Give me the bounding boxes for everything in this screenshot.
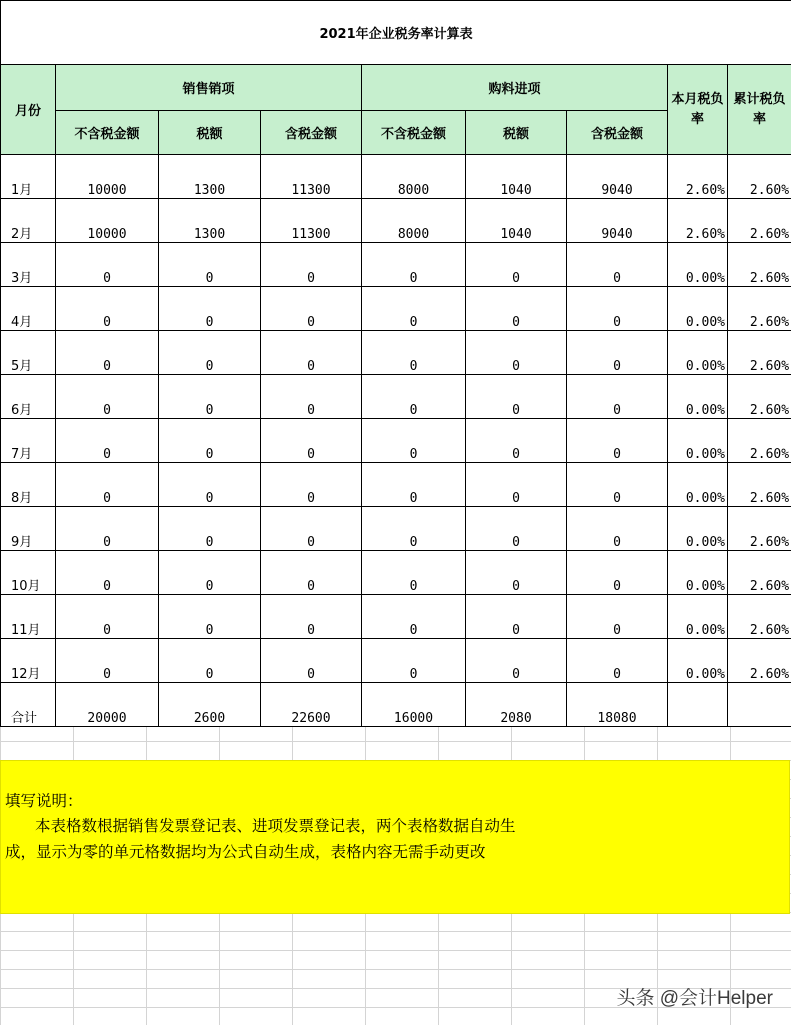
header-purchase-tax[interactable]: 税额	[466, 111, 567, 155]
amount-cell[interactable]: 0	[362, 287, 466, 331]
monthly-rate-cell[interactable]: 0.00%	[668, 507, 728, 551]
amount-cell[interactable]: 0	[362, 463, 466, 507]
amount-cell[interactable]: 0	[466, 375, 567, 419]
amount-cell[interactable]: 0	[466, 507, 567, 551]
amount-cell[interactable]: 0	[56, 639, 159, 683]
amount-cell[interactable]: 0	[159, 507, 261, 551]
header-purchase-pre-tax[interactable]: 不含税金额	[362, 111, 466, 155]
amount-cell[interactable]: 11300	[261, 199, 362, 243]
amount-cell[interactable]: 0	[159, 287, 261, 331]
monthly-rate-cell[interactable]: 0.00%	[668, 639, 728, 683]
table-row	[1, 331, 791, 375]
amount-cell[interactable]: 11300	[261, 155, 362, 199]
monthly-rate-cell[interactable]: 0.00%	[668, 419, 728, 463]
month-cell[interactable]: 3月	[1, 243, 56, 287]
amount-cell[interactable]: 0	[56, 419, 159, 463]
amount-cell[interactable]: 0	[362, 419, 466, 463]
amount-cell[interactable]: 0	[362, 639, 466, 683]
month-cell[interactable]: 9月	[1, 507, 56, 551]
table-row	[1, 639, 791, 683]
month-cell[interactable]: 12月	[1, 639, 56, 683]
cumulative-rate-cell[interactable]: 2.60%	[728, 507, 791, 551]
amount-cell[interactable]: 8000	[362, 155, 466, 199]
amount-cell[interactable]: 0	[261, 419, 362, 463]
month-cell[interactable]: 8月	[1, 463, 56, 507]
amount-cell[interactable]: 0	[261, 331, 362, 375]
amount-cell[interactable]: 0	[567, 419, 668, 463]
amount-cell[interactable]: 0	[567, 243, 668, 287]
amount-cell[interactable]: 0	[56, 287, 159, 331]
table-row	[1, 287, 791, 331]
cumulative-rate-cell[interactable]: 2.60%	[728, 419, 791, 463]
amount-cell[interactable]: 0	[362, 507, 466, 551]
amount-cell[interactable]: 1040	[466, 199, 567, 243]
monthly-rate-cell[interactable]	[668, 683, 728, 727]
amount-cell[interactable]: 9040	[567, 199, 668, 243]
amount-cell[interactable]: 8000	[362, 199, 466, 243]
monthly-rate-cell[interactable]: 0.00%	[668, 595, 728, 639]
table-row	[1, 463, 791, 507]
amount-cell[interactable]: 0	[466, 463, 567, 507]
amount-cell[interactable]: 0	[159, 331, 261, 375]
amount-cell[interactable]: 0	[567, 375, 668, 419]
monthly-rate-cell[interactable]: 0.00%	[668, 243, 728, 287]
instructions-box[interactable]	[0, 760, 790, 914]
amount-cell[interactable]: 0	[567, 287, 668, 331]
amount-cell[interactable]: 2600	[159, 683, 261, 727]
amount-cell[interactable]: 0	[261, 243, 362, 287]
month-cell[interactable]: 7月	[1, 419, 56, 463]
month-cell[interactable]: 10月	[1, 551, 56, 595]
amount-cell[interactable]: 0	[466, 331, 567, 375]
header-sales-tax[interactable]: 税额	[159, 111, 261, 155]
header-monthly-rate[interactable]: 本月税负率	[668, 65, 728, 155]
month-cell[interactable]: 6月	[1, 375, 56, 419]
table-row	[1, 243, 791, 287]
table-row	[1, 551, 791, 595]
amount-cell[interactable]: 0	[159, 595, 261, 639]
amount-cell[interactable]: 0	[159, 375, 261, 419]
table-row	[1, 507, 791, 551]
cumulative-rate-cell[interactable]: 2.60%	[728, 463, 791, 507]
amount-cell[interactable]: 18080	[567, 683, 668, 727]
amount-cell[interactable]: 0	[567, 463, 668, 507]
month-cell[interactable]: 2月	[1, 199, 56, 243]
monthly-rate-cell[interactable]: 0.00%	[668, 551, 728, 595]
sheet-title[interactable]: 2021年企业税务率计算表	[1, 1, 791, 65]
table-row	[1, 595, 791, 639]
amount-cell[interactable]: 0	[362, 375, 466, 419]
amount-cell[interactable]: 0	[362, 331, 466, 375]
month-cell[interactable]: 5月	[1, 331, 56, 375]
amount-cell[interactable]: 0	[466, 419, 567, 463]
header-month[interactable]: 月份	[1, 65, 56, 155]
watermark: 头条 @会计Helper	[616, 988, 773, 1009]
table-row	[1, 419, 791, 463]
monthly-rate-cell[interactable]: 0.00%	[668, 287, 728, 331]
amount-cell[interactable]: 0	[159, 639, 261, 683]
amount-cell[interactable]: 22600	[261, 683, 362, 727]
table-row	[1, 375, 791, 419]
header-cumulative-rate[interactable]: 累计税负率	[728, 65, 791, 155]
amount-cell[interactable]: 0	[567, 507, 668, 551]
month-cell[interactable]: 合计	[1, 683, 56, 727]
amount-cell[interactable]: 0	[261, 287, 362, 331]
amount-cell[interactable]: 0	[261, 595, 362, 639]
amount-cell[interactable]: 0	[261, 639, 362, 683]
header-sales-pre-tax[interactable]: 不含税金额	[56, 111, 159, 155]
amount-cell[interactable]: 0	[159, 243, 261, 287]
cumulative-rate-cell[interactable]: 2.60%	[728, 331, 791, 375]
amount-cell[interactable]: 1040	[466, 155, 567, 199]
amount-cell[interactable]: 0	[159, 551, 261, 595]
month-cell[interactable]: 4月	[1, 287, 56, 331]
amount-cell[interactable]: 2080	[466, 683, 567, 727]
amount-cell[interactable]: 1300	[159, 155, 261, 199]
amount-cell[interactable]: 0	[261, 551, 362, 595]
instructions-text: 本表格数根据销售发票登记表、进项发票登记表，两个表格数据自动生成，显示为零的单元格数据均为公式自动生成，表格内容无需手动更改	[5, 817, 516, 861]
header-purchase[interactable]: 购料进项	[362, 65, 668, 111]
amount-cell[interactable]: 0	[56, 507, 159, 551]
amount-cell[interactable]: 0	[362, 595, 466, 639]
amount-cell[interactable]: 0	[567, 331, 668, 375]
amount-cell[interactable]: 9040	[567, 155, 668, 199]
amount-cell[interactable]: 0	[466, 551, 567, 595]
amount-cell[interactable]: 0	[567, 639, 668, 683]
amount-cell[interactable]: 0	[56, 463, 159, 507]
total-row	[1, 683, 791, 727]
amount-cell[interactable]: 0	[56, 595, 159, 639]
month-cell[interactable]: 11月	[1, 595, 56, 639]
amount-cell[interactable]: 10000	[56, 155, 159, 199]
amount-cell[interactable]: 10000	[56, 199, 159, 243]
amount-cell[interactable]: 0	[159, 463, 261, 507]
table-row	[1, 199, 791, 243]
amount-cell[interactable]: 0	[56, 331, 159, 375]
amount-cell[interactable]: 0	[567, 595, 668, 639]
amount-cell[interactable]: 0	[159, 419, 261, 463]
cumulative-rate-cell[interactable]: 2.60%	[728, 287, 791, 331]
amount-cell[interactable]: 0	[466, 639, 567, 683]
instructions-heading: 填写说明：	[5, 792, 83, 810]
amount-cell[interactable]: 0	[362, 551, 466, 595]
amount-cell[interactable]: 0	[362, 243, 466, 287]
amount-cell[interactable]: 0	[56, 243, 159, 287]
cumulative-rate-cell[interactable]	[728, 683, 791, 727]
amount-cell[interactable]: 20000	[56, 683, 159, 727]
monthly-rate-cell[interactable]: 0.00%	[668, 463, 728, 507]
amount-cell[interactable]: 0	[466, 287, 567, 331]
amount-cell[interactable]: 0	[56, 375, 159, 419]
amount-cell[interactable]: 0	[466, 243, 567, 287]
monthly-rate-cell[interactable]: 2.60%	[668, 155, 728, 199]
amount-cell[interactable]: 0	[261, 375, 362, 419]
amount-cell[interactable]: 1300	[159, 199, 261, 243]
month-cell[interactable]: 1月	[1, 155, 56, 199]
cumulative-rate-cell[interactable]: 2.60%	[728, 243, 791, 287]
cumulative-rate-cell[interactable]: 2.60%	[728, 639, 791, 683]
cumulative-rate-cell[interactable]: 2.60%	[728, 375, 791, 419]
amount-cell[interactable]: 0	[56, 551, 159, 595]
header-sales-with-tax[interactable]: 含税金额	[261, 111, 362, 155]
cumulative-rate-cell[interactable]: 2.60%	[728, 595, 791, 639]
cumulative-rate-cell[interactable]: 2.60%	[728, 199, 791, 243]
monthly-rate-cell[interactable]: 0.00%	[668, 331, 728, 375]
amount-cell[interactable]: 16000	[362, 683, 466, 727]
table-row	[1, 155, 791, 199]
header-sales[interactable]: 销售销项	[56, 65, 362, 111]
amount-cell[interactable]: 0	[261, 463, 362, 507]
monthly-rate-cell[interactable]: 0.00%	[668, 375, 728, 419]
header-purchase-with-tax[interactable]: 含税金额	[567, 111, 668, 155]
monthly-rate-cell[interactable]: 2.60%	[668, 199, 728, 243]
cumulative-rate-cell[interactable]: 2.60%	[728, 551, 791, 595]
amount-cell[interactable]: 0	[466, 595, 567, 639]
amount-cell[interactable]: 0	[567, 551, 668, 595]
cumulative-rate-cell[interactable]: 2.60%	[728, 155, 791, 199]
amount-cell[interactable]: 0	[261, 507, 362, 551]
